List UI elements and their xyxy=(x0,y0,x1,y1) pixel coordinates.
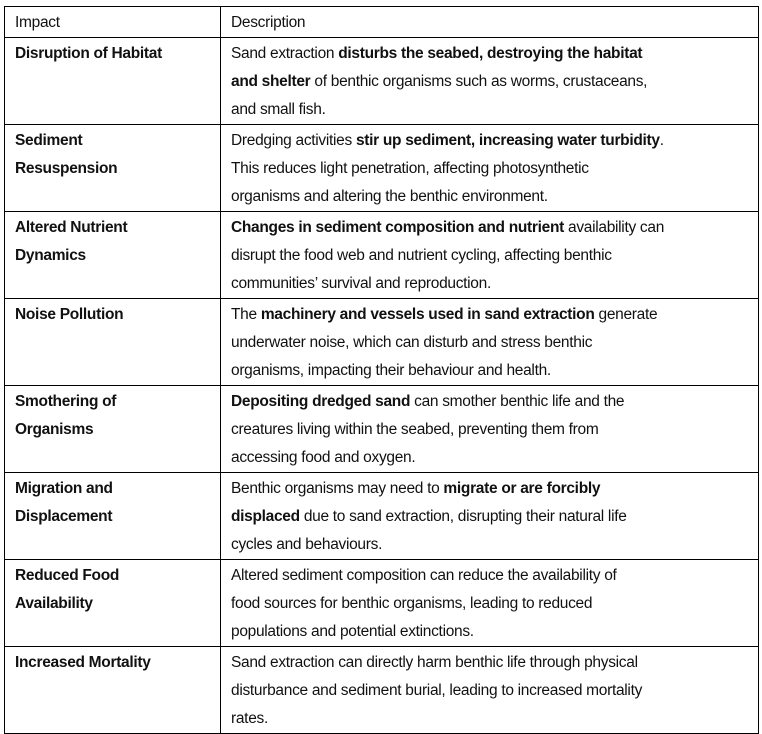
description-line xyxy=(231,677,748,705)
table-row xyxy=(5,38,759,125)
text: disrupt the food web and nutrient cycling, affecting benthic xyxy=(231,247,612,264)
table-row xyxy=(5,125,759,212)
text: . xyxy=(659,132,664,149)
description-cell xyxy=(221,386,759,473)
description-line xyxy=(231,68,748,96)
description-line xyxy=(231,301,748,329)
description-line xyxy=(231,214,748,242)
description-line xyxy=(231,562,748,590)
impact-line: Altered Nutrient xyxy=(15,219,128,236)
impact-line: Organisms xyxy=(15,421,94,438)
text: can smother benthic life and the xyxy=(410,393,625,410)
bold-text: migrate or are forcibly xyxy=(443,480,601,497)
text: Dredging activities xyxy=(231,132,356,149)
impact-cell xyxy=(5,560,221,647)
description-line xyxy=(231,183,748,211)
text: food sources for benthic organisms, leading to reduced xyxy=(231,595,593,612)
text: creatures living within the seabed, preventing them from xyxy=(231,421,599,438)
text: The xyxy=(231,306,261,323)
impact-line: Migration and xyxy=(15,480,113,497)
description-line xyxy=(231,127,748,155)
text: underwater noise, which can disturb and stress benthic xyxy=(231,334,593,351)
description-cell xyxy=(221,560,759,647)
description-line xyxy=(231,96,748,124)
text: populations and potential extinctions. xyxy=(231,623,474,640)
impact-cell xyxy=(5,38,221,125)
description-line xyxy=(231,270,748,298)
description-line xyxy=(231,155,748,183)
text: due to sand extraction, disrupting their natural life xyxy=(299,508,627,525)
table-row xyxy=(5,386,759,473)
description-line xyxy=(231,444,748,472)
table-row xyxy=(5,473,759,560)
impact-cell xyxy=(5,647,221,734)
description-line xyxy=(231,357,748,385)
impact-line: Availability xyxy=(15,595,93,612)
impact-cell xyxy=(5,212,221,299)
description-cell xyxy=(221,212,759,299)
description-line xyxy=(231,329,748,357)
impact-line: Sediment xyxy=(15,132,83,149)
bold-text: Changes in sediment composition and nutrient xyxy=(231,219,564,236)
text: Benthic organisms may need to xyxy=(231,480,444,497)
text: availability can xyxy=(564,219,665,236)
description-cell xyxy=(221,647,759,734)
description-line xyxy=(231,705,748,733)
text: rates. xyxy=(231,710,268,727)
description-line xyxy=(231,40,748,68)
description-line xyxy=(231,590,748,618)
description-cell xyxy=(221,125,759,212)
description-cell xyxy=(221,38,759,125)
impact-cell xyxy=(5,299,221,386)
impact-line: Resuspension xyxy=(15,160,118,177)
impact-line: Smothering of xyxy=(15,393,117,410)
impact-line: Dynamics xyxy=(15,247,86,264)
table-row xyxy=(5,647,759,734)
impact-line: Disruption of Habitat xyxy=(15,45,162,62)
text: cycles and behaviours. xyxy=(231,536,383,553)
bold-text: displaced xyxy=(231,508,300,525)
impact-line: Reduced Food xyxy=(15,567,120,584)
bold-text: Depositing dredged sand xyxy=(231,393,411,410)
text: generate xyxy=(594,306,658,323)
description-line xyxy=(231,242,748,270)
text: disturbance and sediment burial, leading to increased mortality xyxy=(231,682,643,699)
description-line xyxy=(231,475,748,503)
description-cell xyxy=(221,473,759,560)
description-line xyxy=(231,618,748,646)
bold-text: stir up sediment, increasing water turbidity xyxy=(355,132,660,149)
description-line xyxy=(231,416,748,444)
text: Sand extraction xyxy=(231,45,339,62)
header-row xyxy=(5,7,759,38)
impact-line: Displacement xyxy=(15,508,113,525)
impacts-table xyxy=(4,6,759,734)
bold-text: machinery and vessels used in sand extraction xyxy=(260,306,595,323)
description-cell xyxy=(221,299,759,386)
header-impact: Impact xyxy=(5,7,221,38)
text: Sand extraction can directly harm benthic life through physical xyxy=(231,654,638,671)
table-row xyxy=(5,299,759,386)
text: communities’ survival and reproduction. xyxy=(231,275,491,292)
text: This reduces light penetration, affecting photosynthetic xyxy=(231,160,589,177)
description-line xyxy=(231,388,748,416)
impact-line: Noise Pollution xyxy=(15,306,124,323)
description-line xyxy=(231,649,748,677)
text: organisms and altering the benthic environment. xyxy=(231,188,548,205)
impact-line: Increased Mortality xyxy=(15,654,151,671)
impact-cell xyxy=(5,125,221,212)
text: accessing food and oxygen. xyxy=(231,449,416,466)
text: of benthic organisms such as worms, crustaceans, xyxy=(310,73,648,90)
bold-text: and shelter xyxy=(231,73,311,90)
header-description: Description xyxy=(221,7,759,38)
description-line xyxy=(231,531,748,559)
impact-cell xyxy=(5,386,221,473)
description-line xyxy=(231,503,748,531)
text: and small fish. xyxy=(231,101,326,118)
impact-cell xyxy=(5,473,221,560)
bold-text: disturbs the seabed, destroying the habitat xyxy=(338,45,643,62)
table-row xyxy=(5,212,759,299)
table-row xyxy=(5,560,759,647)
text: organisms, impacting their behaviour and health. xyxy=(231,362,551,379)
text: Altered sediment composition can reduce the availability of xyxy=(231,567,617,584)
